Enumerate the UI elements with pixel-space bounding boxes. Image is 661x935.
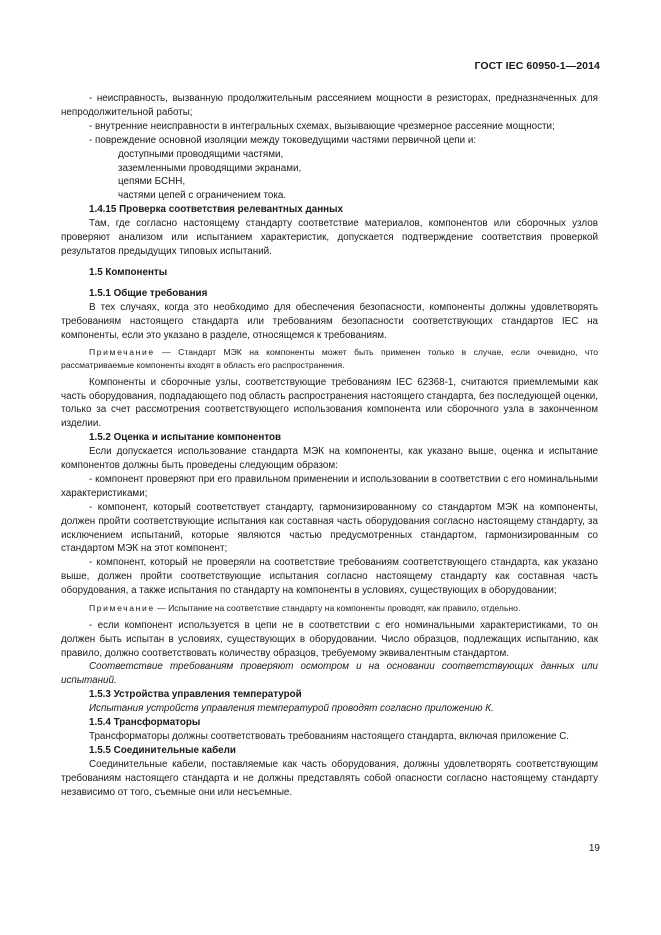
list-item: - компонент проверяют при его правильном применении и использовании в соответствии с его номинальными характеристиками; [61, 473, 598, 499]
section-text: Трансформаторы должны соответствовать требованиям настоящего стандарта, включая приложение С. [89, 730, 570, 742]
section-heading-1-5-2: 1.5.2 Оценка и испытание компонентов [89, 432, 282, 444]
section-text: Соединительные кабели, поставляемые как часть оборудования, должны удовлетворять соответствующим требованиям настоящего стандарта и не должны представлять собой опасности согласно настоящему стандарту независимо от того, съемные они или несъемные. [61, 758, 598, 798]
sub-list-item: доступными проводящими частями, [118, 148, 284, 160]
list-item: - компонент, который не проверяли на соответствие требованиям соответствующего стандарта, как указано выше, должен пройти соответствующие испытания согласно настоящему стандарту как составная часть оборудования, а также испытания по стандарту на компоненты в условиях, существующих в оборудовании; [61, 557, 598, 597]
section-text: Компоненты и сборочные узлы, соответствующие требованиям IEC 62368-1, считаются приемлемыми как часть оборудования, подпадающего под область распространения настоящего стандарта, без последующей оценки, только за счет рассмотрения соответствующего использования компонента или сборочного узла в законченном изделии. [61, 376, 598, 430]
note [61, 602, 598, 615]
list-item: - повреждение основной изоляции между токоведущими частями первичной цепи и: [89, 134, 477, 146]
sub-list-item: цепями БСНН, [118, 176, 186, 188]
note-text: — Стандарт МЭК на компоненты может быть применен только в случае, если очевидно, что рассматриваемые компоненты входят в область его распространения. [61, 347, 598, 370]
standard-header: ГОСТ IEC 60950-1—2014 [474, 60, 600, 72]
sub-list-item: заземленными проводящими экранами, [118, 162, 302, 174]
sub-list-item: частями цепей с ограничением тока. [118, 190, 287, 202]
list-item: - компонент, который соответствует стандарту, гармонизированному со стандартом МЭК на компоненты, должен пройти соответствующие испытания как составная часть оборудования согласно настоящему стандарту, за исключением испытаний, которые являются частью предусмотренных стандартом, гармонизированным со стандартом МЭК на этот компонент; [61, 501, 598, 555]
section-text: Если допускается использование стандарта МЭК на компоненты, как указано выше, оценка и испытание компонентов должны быть проведены следующим образом: [61, 446, 598, 472]
section-heading-1-5-3: 1.5.3 Устройства управления температурой [89, 689, 302, 701]
note [61, 346, 598, 371]
section-text: В тех случаях, когда это необходимо для обеспечения безопасности, компоненты должны удовлетворять требованиям настоящего стандарта или требованиям безопасности соответствующих стандартов IEC на компоненты, если это указано в разделе, относящемся к требованиям. [61, 301, 598, 341]
note-label: Примечание [89, 603, 155, 614]
section-heading-1-4-15: 1.4.15 Проверка соответствия релевантных данных [89, 204, 343, 216]
section-heading-1-5-4: 1.5.4 Трансформаторы [89, 717, 201, 729]
note-label: Примечание [89, 347, 155, 358]
section-text: Там, где согласно настоящему стандарту соответствие материалов, компонентов или сборочных узлов проверяют анализом или испытанием характеристик, допускается подтверждение соответствия проверкой результатов предыдущих типовых испытаний. [61, 218, 598, 257]
list-item: - неисправность, вызванную продолжительным рассеянием мощности в резисторах, предназначенных для непродолжительной работы; [61, 93, 598, 118]
section-heading-1-5-5: 1.5.5 Соединительные кабели [89, 744, 236, 756]
note-text: — Испытание на соответствие стандарту на компоненты проводят, как правило, отдельно. [154, 603, 521, 614]
page-number: 19 [588, 843, 600, 854]
list-item: - внутренние неисправности в интегральных схемах, вызывающие чрезмерное рассеяние мощности; [89, 120, 555, 132]
list-item: - если компонент используется в цепи не в соответствии с его номинальными характеристиками, то он должен быть испытан в условиях, существующих в оборудовании. Число образцов, подлежащих испытанию, как правило, должно соответствовать количеству образцов, требуемому эквивалентным стандартом. [61, 619, 598, 659]
section-heading-1-5-1: 1.5.1 Общие требования [89, 287, 208, 299]
document-body [61, 92, 598, 799]
section-heading-1-5: 1.5 Компоненты [89, 266, 168, 278]
section-text: Испытания устройств управления температурой проводят согласно приложению К. [89, 703, 494, 715]
compliance-statement: Соответствие требованиям проверяют осмотром и на основании соответствующих данных или испытаний. [61, 661, 598, 687]
